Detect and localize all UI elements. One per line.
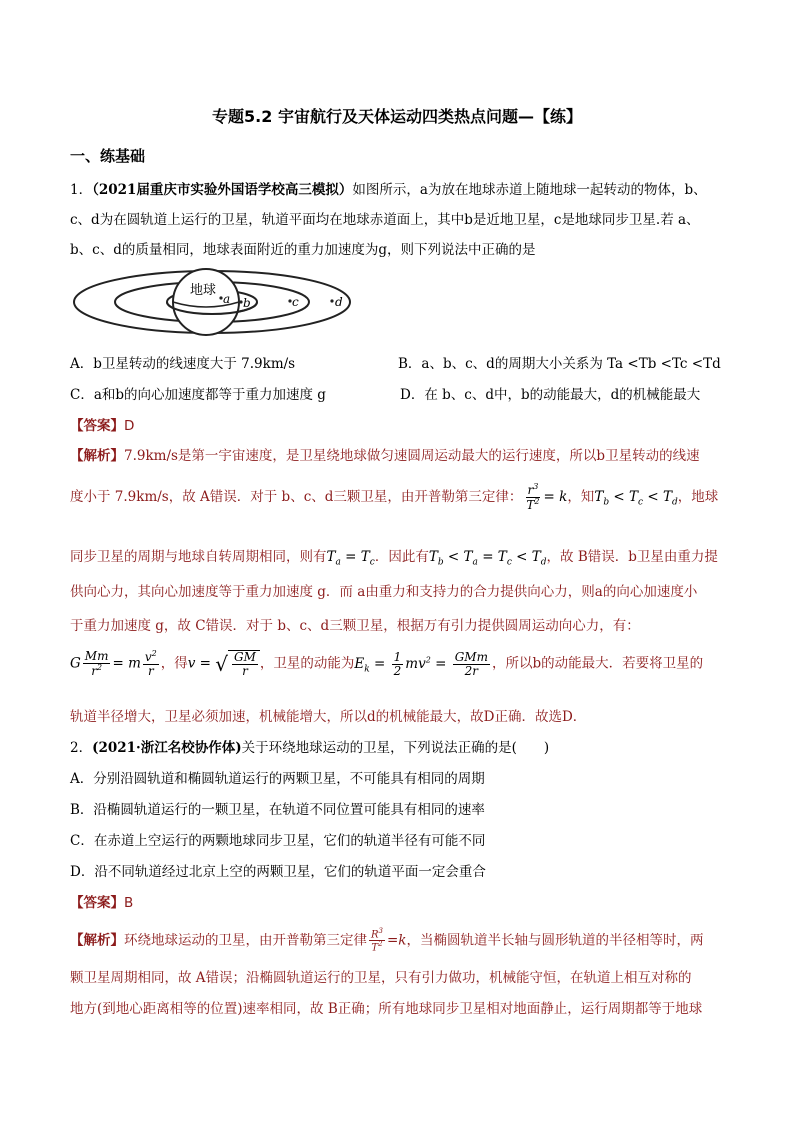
earth-label: 地球 bbox=[190, 283, 217, 298]
label-c: c bbox=[292, 295, 299, 309]
q2-number: 2． bbox=[70, 740, 93, 756]
q1-answer-value: D bbox=[124, 418, 135, 434]
q2-analysis-line-1: 【解析】环绕地球运动的卫星，由开普勒第三定律 $\frac{R^3}{T^2}$ =k，当椭圆轨道半长轴与圆形轨道的半径相等时，两 bbox=[70, 927, 704, 954]
q1-analysis-tag: 【解析】 bbox=[70, 448, 124, 464]
q1-stem-1: 如图所示，a为放在地球赤道上随地球一起转动的物体，b、 bbox=[352, 182, 707, 198]
q2-option-a: A．分别沿圆轨道和椭圆轨道运行的两颗卫星，不可能具有相同的周期 bbox=[70, 771, 485, 787]
label-d: d bbox=[335, 295, 343, 309]
q1-number: 1． bbox=[70, 182, 93, 198]
q1-answer bbox=[70, 414, 134, 434]
q1-analysis-line-3: 同步卫星的周期与地球自转周期相同，则有$T_a = T_c$．因此有$T_b < T_a = T_c < T_d$，故 B错误．b卫星由重力提 bbox=[70, 549, 718, 568]
q1-analysis-line-1: 【解析】7.9km/s是第一宇宙速度，是卫星绕地球做匀速圆周运动最大的运行速度，所以b卫星转动的线速 bbox=[70, 448, 700, 464]
q1-source: （2021届重庆市实验外国语学校高三模拟） bbox=[92, 182, 353, 198]
page-title: 专题5.2 宇宙航行及天体运动四类热点问题—【练】 bbox=[212, 107, 582, 126]
section-heading: 一、练基础 bbox=[70, 147, 146, 165]
q2-source: (2021·浙江名校协作体) bbox=[92, 740, 242, 756]
q1-analysis-line-4: 供向心力，其向心加速度等于重力加速度 g．而 a由重力和支持力的合力提供向心力，则a的向心加速度小 bbox=[70, 584, 698, 600]
q2-stem: 2．(2021·浙江名校协作体)关于环绕地球运动的卫星，下列说法正确的是( ) bbox=[70, 740, 550, 756]
orbit-figure bbox=[72, 266, 354, 340]
q1-analysis-line-6: G $\frac{Mm}{r^2}$ = m $\frac{v^2}{r}$ ，得v = √ $\frac{GM}{r}$ ，卫星的动能为$E_k$ = $\frac{1}{2}$ $mv^2$ = $\frac{\text{GMm}}{2r}$ ，所以b的动能最大．若要将卫星的 bbox=[70, 649, 704, 679]
label-a: a bbox=[223, 292, 231, 306]
q2-answer-value: B bbox=[124, 895, 134, 911]
q1-analysis-line-2: 度小于 7.9km/s，故 A错误．对于 b、c、d三颗卫星，由开普勒第三定律： $\frac{r^3}{T^2}$ = k，知$T_b < T_c < T_d$，地球 bbox=[70, 482, 719, 513]
kepler-fraction: $\frac{r^3}{T^2}$ bbox=[526, 482, 540, 513]
q1-stem-line-2: c、d为在圆轨道上运行的卫星，轨道平面均在地球赤道面上，其中b是近地卫星，c是地球同步卫星.若 a、 bbox=[70, 212, 700, 228]
q2-option-d: D．沿不同轨道经过北京上空的两颗卫星，它们的轨道平面一定会重合 bbox=[70, 864, 486, 880]
q2-analysis-tag: 【解析】 bbox=[70, 932, 124, 949]
q1-analysis-line-7: 轨道半径增大，卫星必须加速，机械能增大，所以d的机械能最大，故D正确．故选D． bbox=[70, 709, 587, 725]
q1-stem-line-1 bbox=[70, 178, 707, 198]
q2-answer bbox=[70, 891, 133, 911]
q1-analysis-line-5: 于重力加速度 g，故 C错误．对于 b、c、d三颗卫星，根据万有引力提供圆周运动向心力，有： bbox=[70, 618, 640, 634]
q1-answer-tag: 【答案】 bbox=[70, 418, 124, 434]
q1-option-b: B．a、b、c、d的周期大小关系为 Ta <Tb <Tc <Td bbox=[398, 356, 721, 372]
q2-analysis-line-3: 地方(到地心距离相等的位置)速率相同，故 B正确；所有地球同步卫星相对地面静止，运行周期都等于地球 bbox=[70, 1001, 703, 1017]
q1-option-a: A．b卫星转动的线速度大于 7.9km/s bbox=[70, 356, 296, 372]
q2-option-c: C．在赤道上空运行的两颗地球同步卫星，它们的轨道半径有可能不同 bbox=[70, 833, 486, 849]
q1-option-d: D．在 b、c、d中，b的动能最大，d的机械能最大 bbox=[400, 387, 701, 403]
q2-answer-tag: 【答案】 bbox=[70, 895, 124, 911]
q2-analysis-line-2: 颗卫星周期相同，故 A错误；沿椭圆轨道运行的卫星，只有引力做功，机械能守恒，在轨道上相互对称的 bbox=[70, 970, 692, 986]
q1-option-c: C．a和b的向心加速度都等于重力加速度 g bbox=[70, 387, 326, 403]
q2-option-b: B．沿椭圆轨道运行的一颗卫星，在轨道不同位置可能具有相同的速率 bbox=[70, 802, 485, 818]
q1-stem-line-3: b、c、d的质量相同，地球表面附近的重力加速度为g，则下列说法中正确的是 bbox=[70, 242, 536, 258]
label-b: b bbox=[243, 296, 251, 310]
